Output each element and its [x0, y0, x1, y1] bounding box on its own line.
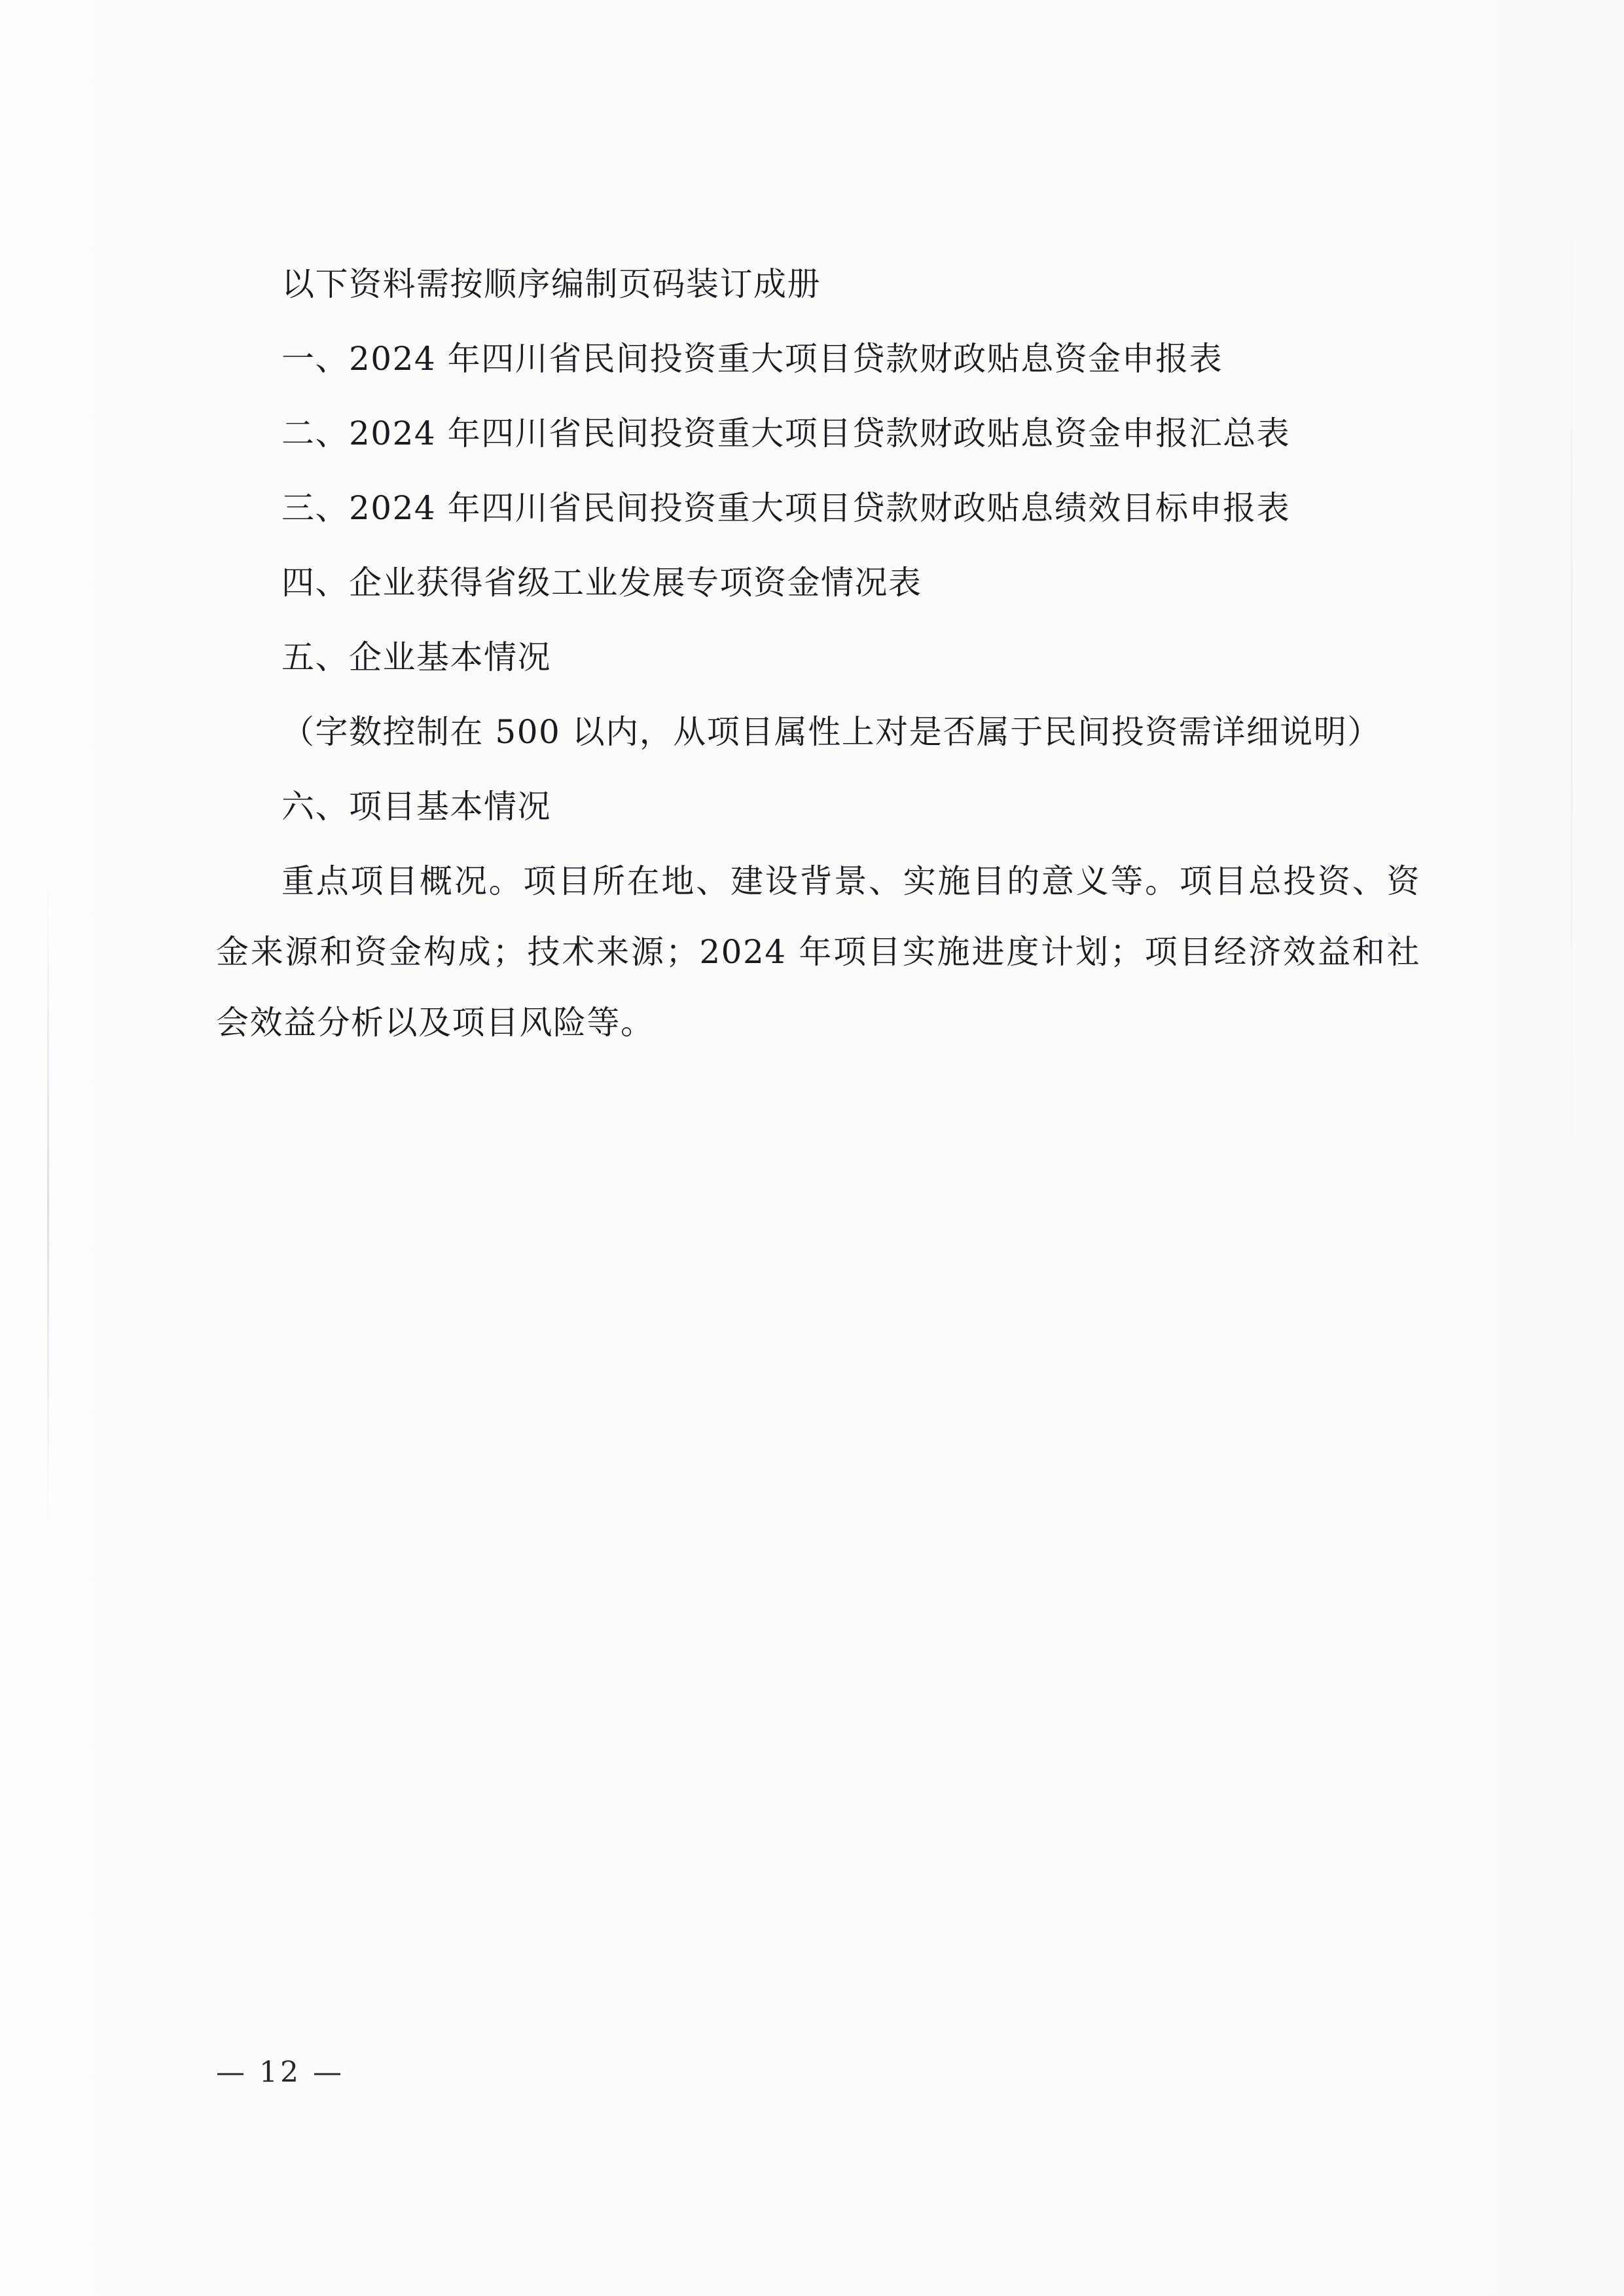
list-item-2	[216, 398, 1420, 469]
list-item-4-label: 四、	[281, 564, 349, 602]
scan-artifact-right	[1571, 196, 1572, 1178]
list-item-5-text: 企业基本情况	[349, 638, 551, 676]
list-item-5-label: 五、	[281, 638, 349, 676]
list-item-3-label: 三、	[281, 489, 349, 527]
note-block	[216, 697, 1420, 767]
list-item-1	[216, 323, 1420, 394]
scan-artifact-left	[47, 884, 49, 1525]
list-item-6-text: 项目基本情况	[349, 788, 551, 826]
page-number: — 12 —	[216, 2056, 344, 2089]
list-item-3-text: 2024 年四川省民间投资重大项目贷款财政贴息绩效目标申报表	[349, 489, 1291, 527]
list-item-2-text: 2024 年四川省民间投资重大项目贷款财政贴息资金申报汇总表	[349, 414, 1291, 452]
list-item-6	[216, 771, 1420, 842]
list-item-4	[216, 547, 1420, 618]
list-item-2-label: 二、	[281, 414, 349, 452]
body-paragraph: 重点项目概况。项目所在地、建设背景、实施目的意义等。项目总投资、资金来源和资金构成；技术来源；2024 年项目实施进度计划；项目经济效益和社会效益分析以及项目风险等。	[216, 862, 1420, 1042]
list-item-1-text: 2024 年四川省民间投资重大项目贷款财政贴息资金申报表	[349, 340, 1223, 378]
list-item-3	[216, 473, 1420, 543]
document-body	[216, 249, 1420, 1062]
note-text: （字数控制在 500 以内，从项目属性上对是否属于民间投资需详细说明）	[281, 713, 1381, 751]
intro-text: 以下资料需按顺序编制页码装订成册	[281, 265, 821, 303]
list-item-4-text: 企业获得省级工业发展专项资金情况表	[349, 564, 922, 602]
body-paragraph-block	[216, 846, 1420, 1058]
list-item-6-label: 六、	[281, 788, 349, 826]
list-item-5	[216, 622, 1420, 693]
intro-block	[216, 249, 1420, 319]
list-item-1-label: 一、	[281, 340, 349, 378]
